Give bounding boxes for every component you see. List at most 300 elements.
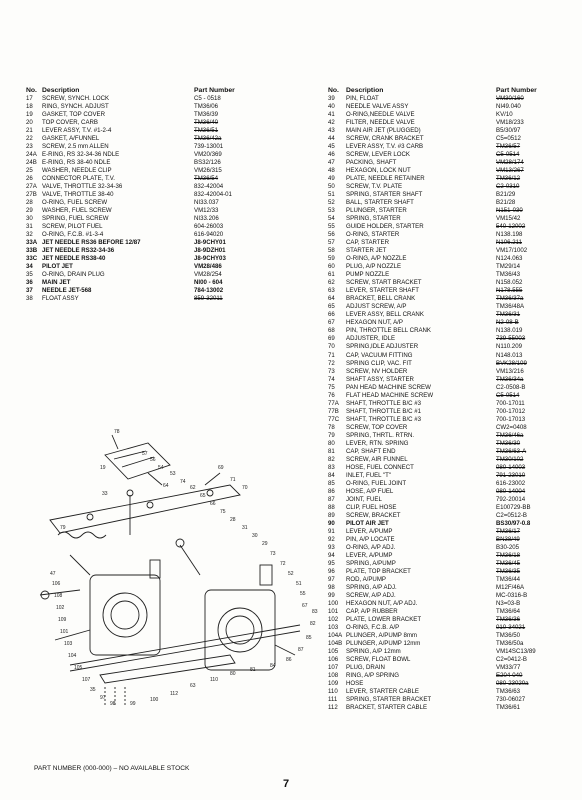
table-row <box>26 231 298 239</box>
item-description: HOSE, FUEL CONNECT <box>346 463 414 471</box>
item-number: 83 <box>328 463 335 471</box>
item-number: 69 <box>328 335 335 343</box>
item-description: PLUNGER, A/PUMP 12mm <box>346 640 421 648</box>
diagram-callout-label: 67 <box>302 603 308 609</box>
item-part-number: TM36/61 <box>496 704 521 712</box>
diagram-callout-label: 64 <box>163 483 169 489</box>
item-description: SCREW, FLOAT BOWL <box>346 656 411 664</box>
item-number: 79 <box>328 431 335 439</box>
diagram-callout-label: 110 <box>210 677 218 683</box>
table-row <box>328 360 570 368</box>
table-row <box>26 167 298 175</box>
item-part-number: TM36/50a <box>496 640 524 648</box>
item-number: 68 <box>328 327 335 335</box>
table-row <box>328 440 570 448</box>
table-row <box>328 215 570 223</box>
item-number: 28 <box>26 199 33 207</box>
item-description: SPRING, A/P 12mm <box>346 648 401 656</box>
table-row <box>328 616 570 624</box>
table-row <box>328 255 570 263</box>
item-part-number: 832-42004-01 <box>194 191 232 199</box>
table-row <box>328 592 570 600</box>
item-number: 33B <box>26 247 38 255</box>
item-number: 104B <box>328 640 343 648</box>
item-description: WASHER, NEEDLE CLIP <box>42 167 112 175</box>
item-part-number: VM12/33 <box>194 207 219 215</box>
diagram-callout-label: 33 <box>102 491 108 497</box>
item-description: HEXAGON NUT, A/P <box>346 319 403 327</box>
table-row <box>26 175 298 183</box>
item-part-number: 604-26003 <box>194 223 224 231</box>
item-part-number: VM30/160 <box>496 95 524 102</box>
item-description: PLATE, NEEDLE RETAINER <box>346 175 425 183</box>
item-part-number: TM36/51 <box>194 127 219 135</box>
item-number: 66 <box>328 311 335 319</box>
table-row <box>328 424 570 432</box>
item-description: INLET, FUEL "T" <box>346 471 392 479</box>
table-row <box>328 704 570 712</box>
item-part-number: C5=0512 <box>496 135 521 143</box>
table-row <box>328 287 570 295</box>
table-row <box>26 287 298 295</box>
item-description: O-RING, A/P ADJ. <box>346 543 396 551</box>
diagram-callout-label: 72 <box>280 561 286 567</box>
item-part-number: VM14SC13/89 <box>496 648 536 656</box>
table-row <box>328 648 570 656</box>
item-number: 50 <box>328 183 335 191</box>
item-number: 29 <box>26 207 33 215</box>
item-description: RING, SYNCH. ADJUST <box>42 103 109 111</box>
item-part-number: TM36/37a <box>496 295 524 303</box>
item-description: SPRING, A/PUMP <box>346 559 396 567</box>
table-row <box>26 271 298 279</box>
item-number: 112 <box>328 704 338 712</box>
table-row <box>328 480 570 488</box>
table-row <box>26 111 298 119</box>
table-row <box>328 175 570 183</box>
item-number: 51 <box>328 191 335 199</box>
item-part-number: B5/30/97 <box>496 127 521 135</box>
item-number: 44 <box>328 135 335 143</box>
table-row <box>328 263 570 271</box>
diagram-callout-label: 84 <box>270 663 276 669</box>
diagram-callout-label: 73 <box>270 551 276 557</box>
item-number: 77B <box>328 407 339 415</box>
table-row <box>328 560 570 568</box>
item-part-number: NI33.206 <box>194 215 219 223</box>
item-description: SCREW, NV HOLDER <box>346 367 408 375</box>
item-part-number: TM36/36 <box>496 616 521 624</box>
item-description: SHAFT, THROTTLE B/C #3 <box>346 415 422 423</box>
item-description: SCREW, TOP COVER <box>346 423 408 431</box>
item-description: CAP, A/P RUBBER <box>346 608 398 615</box>
item-part-number: 080-14004 <box>496 487 526 495</box>
item-number: 88 <box>328 503 335 511</box>
table-row <box>328 103 570 111</box>
table-row <box>328 432 570 440</box>
item-number: 34 <box>26 263 33 271</box>
item-number: 19 <box>26 111 33 119</box>
item-part-number: TM36/35 <box>496 567 521 575</box>
diagram-callout-label: 104 <box>68 653 77 659</box>
diagram-callout-label: 78 <box>114 429 120 435</box>
item-part-number: N2-08-B <box>496 319 519 327</box>
item-part-number: VM26/315 <box>194 167 222 175</box>
diagram-callout-label: 54 <box>158 465 164 471</box>
diagram-callout-label: 108 <box>54 593 63 599</box>
item-number: 43 <box>328 127 335 135</box>
item-part-number: TM36/12 <box>496 175 521 183</box>
diagram-callout-label: 52 <box>288 571 294 577</box>
item-description: PAN HEAD MACHINE SCREW <box>346 383 431 391</box>
item-description: PLATE, LOWER BRACKET <box>346 616 422 624</box>
item-part-number: 859-32011 <box>194 295 223 303</box>
item-description: PIN, THROTTLE BELL CRANK <box>346 327 431 335</box>
item-number: 111 <box>328 696 338 704</box>
item-part-number: 080-14003 <box>496 463 526 471</box>
item-number: 27A <box>26 183 37 191</box>
table-row <box>26 207 298 215</box>
table-row <box>328 584 570 592</box>
item-number: 53 <box>328 207 335 215</box>
right-table-rows <box>328 95 570 712</box>
diagram-callout-label: 69 <box>218 465 224 471</box>
item-number: 46 <box>328 151 335 159</box>
item-description: CONNECTOR PLATE, T.V. <box>42 175 115 183</box>
item-description: SPRING CLIP, VAC. FIT <box>346 359 412 367</box>
table-row <box>26 159 298 167</box>
item-description: SPRING, THRTL. RTRN. <box>346 431 415 439</box>
item-description: O-RING, F.C.B. #1-3-4 <box>42 231 104 239</box>
item-description: SCREW, A/P ADJ. <box>346 591 396 599</box>
table-row <box>328 271 570 279</box>
item-part-number: C5 - 0518 <box>194 95 221 102</box>
item-number: 22 <box>26 135 33 143</box>
table-row <box>26 263 298 271</box>
item-number: 91 <box>328 527 335 535</box>
item-number: 72 <box>328 359 335 367</box>
item-number: 59 <box>328 255 335 263</box>
item-description: PIN, A/P LOCATE <box>346 535 395 543</box>
diagram-callout-label: 65 <box>200 493 206 499</box>
item-description: BRACKET, STARTER CABLE <box>346 704 428 712</box>
table-row <box>328 143 570 151</box>
item-description: RING, A/P SPRING <box>346 672 400 680</box>
item-description: PLUNGER, A/PUMP 8mm <box>346 632 417 640</box>
item-part-number: N3=03-B <box>496 599 521 607</box>
table-row <box>328 159 570 167</box>
item-part-number: N138.198 <box>496 231 523 239</box>
diagram-callout-label: 109 <box>58 617 67 623</box>
stock-footnote: PART NUMBER (000-000) – NO AVAILABLE STOCK <box>34 765 190 772</box>
item-description: HEXAGON, LOCK NUT <box>346 167 411 175</box>
table-row <box>328 303 570 311</box>
item-description: SPRING, FUEL SCREW <box>42 215 109 223</box>
item-part-number: C2=0512-B <box>496 511 527 519</box>
table-row <box>328 400 570 408</box>
table-row <box>328 343 570 351</box>
item-description: SHAFT ASSY, STARTER <box>346 375 414 383</box>
item-description: FILTER, NEEDLE VALVE <box>346 119 415 127</box>
table-row <box>328 408 570 416</box>
item-part-number: TM36/50 <box>496 632 521 640</box>
table-row <box>26 239 298 247</box>
table-row <box>328 496 570 504</box>
left-parts-table <box>26 86 298 303</box>
diagram-callout-label: 19 <box>100 465 106 471</box>
table-row <box>26 215 298 223</box>
item-part-number: VM15/42 <box>496 215 521 223</box>
item-part-number: E100729-BB <box>496 503 531 511</box>
table-row <box>328 319 570 327</box>
item-description: O-RING,NEEDLE VALVE <box>346 111 415 119</box>
item-part-number: VM17/1002 <box>496 247 528 255</box>
item-part-number: VM28/254 <box>194 271 222 279</box>
item-number: 78 <box>328 423 335 431</box>
item-number: 106 <box>328 656 339 664</box>
item-part-number: 739-13001 <box>194 143 224 151</box>
item-part-number: TM36/43 <box>496 271 521 279</box>
diagram-callout-label: 79 <box>60 525 66 531</box>
item-number: 33C <box>26 255 38 263</box>
item-part-number: 700-17012 <box>496 407 526 415</box>
diagram-callout-label: 99 <box>130 701 136 707</box>
item-number: 107 <box>328 664 339 672</box>
item-number: 21 <box>26 127 33 135</box>
item-number: 81 <box>328 447 335 455</box>
item-number: 87 <box>328 495 335 503</box>
item-description: TOP COVER, CARB <box>42 119 98 127</box>
diagram-callout-label: 103 <box>64 641 73 647</box>
item-part-number: BN38/49 <box>496 535 520 543</box>
item-part-number: BS30/97-0.8 <box>496 519 531 527</box>
item-number: 25 <box>26 167 33 175</box>
item-part-number: TM36/06 <box>194 103 219 111</box>
item-part-number: C5-0514 <box>496 391 520 399</box>
item-description: ADJUST SCREW, A/P <box>346 303 407 311</box>
diagram-callout-label: 105 <box>74 665 83 671</box>
diagram-callout-label: 100 <box>150 697 159 703</box>
table-row <box>328 247 570 255</box>
item-part-number: N158.052 <box>496 279 523 287</box>
item-part-number: E204-040 <box>496 672 523 680</box>
table-row <box>26 143 298 151</box>
item-part-number: J8-9CHY03 <box>194 255 226 263</box>
item-part-number: VM13/216 <box>496 367 524 375</box>
item-number: 31 <box>26 223 33 231</box>
item-part-number: C2=0412-B <box>496 656 527 664</box>
item-description: CAP, SHAFT END <box>346 447 396 455</box>
item-part-number: C2-0508-B <box>496 383 526 391</box>
item-part-number: 739-55003 <box>496 335 526 343</box>
table-row <box>26 295 298 303</box>
item-description: PLUG, A/P NOZZLE <box>346 263 402 271</box>
table-row <box>328 464 570 472</box>
item-part-number: 784-13002 <box>194 287 224 295</box>
table-row <box>328 127 570 135</box>
item-description: PILOT AIR JET <box>346 519 389 527</box>
item-part-number: 700-17013 <box>496 415 526 423</box>
diagram-callout-label: 112 <box>170 691 178 697</box>
table-row <box>328 167 570 175</box>
item-number: 110 <box>328 688 338 696</box>
diagram-callout-label: 71 <box>230 477 236 483</box>
item-description: VALVE, THROTTLE 32-34-36 <box>42 183 123 191</box>
item-part-number: NI33.037 <box>194 199 219 207</box>
item-part-number: TM36/44 <box>496 575 521 583</box>
item-part-number: N124.063 <box>496 255 523 263</box>
item-number: 77A <box>328 399 339 407</box>
item-description: SPRING,IDLE ADJUSTER <box>346 343 419 351</box>
item-number: 23 <box>26 143 33 151</box>
item-number: 32 <box>26 231 33 239</box>
item-number: 41 <box>328 111 335 119</box>
item-description: E-RING, RS 38-40 NDLE <box>42 159 111 167</box>
item-number: 17 <box>26 95 33 102</box>
item-number: 94 <box>328 551 335 559</box>
table-row <box>328 368 570 376</box>
item-part-number: TM36/63-A <box>496 447 527 455</box>
item-description: PIN, FLOAT <box>346 95 379 102</box>
table-row <box>328 672 570 680</box>
item-description: SCREW, SYNCH. LOCK <box>42 95 110 102</box>
table-row <box>26 255 298 263</box>
item-part-number: 540-12002 <box>496 223 526 231</box>
item-description: JET NEEDLE RS32-34-36 <box>42 247 115 255</box>
diagram-callout-label: 98 <box>110 701 116 707</box>
item-number: 49 <box>328 175 335 183</box>
table-row <box>328 199 570 207</box>
item-part-number: TM36/63 <box>496 688 521 696</box>
item-number: 24A <box>26 151 37 159</box>
table-row <box>328 239 570 247</box>
diagram-callout-label: 31 <box>242 525 248 531</box>
item-description: SCREW, LEVER LOCK <box>346 151 411 159</box>
item-description: SCREW, PILOT FUEL <box>42 223 103 231</box>
item-number: 37 <box>26 287 33 295</box>
table-row <box>328 656 570 664</box>
table-row <box>328 448 570 456</box>
item-description: ADJUSTER, IDLE <box>346 335 396 343</box>
table-row <box>328 504 570 512</box>
item-part-number: 010-34021 <box>496 624 526 632</box>
item-part-number: TM36/30 <box>496 439 521 447</box>
item-number: 70 <box>328 343 335 351</box>
diagram-callout-label: 87 <box>298 647 304 653</box>
item-number: 45 <box>328 143 335 151</box>
item-description: SHAFT, THROTTLE B/C #1 <box>346 407 422 415</box>
header-description: Description <box>346 87 384 94</box>
item-number: 38 <box>26 295 33 303</box>
table-row <box>328 207 570 215</box>
item-description: SCREW, CRANK BRACKET <box>346 135 424 143</box>
item-number: 18 <box>26 103 33 111</box>
item-number: 109 <box>328 680 339 688</box>
item-number: 61 <box>328 271 335 279</box>
item-description: SCREW, 2.5 mm ALLEN <box>42 143 109 151</box>
item-part-number: TM36/18 <box>496 551 521 559</box>
table-row <box>328 456 570 464</box>
table-row <box>26 247 298 255</box>
item-number: 102 <box>328 616 339 624</box>
header-no: No. <box>328 87 339 94</box>
table-row <box>328 544 570 552</box>
item-part-number: VM20/369 <box>194 151 222 159</box>
header-no: No. <box>26 87 37 94</box>
diagram-callout-label: 29 <box>262 541 268 547</box>
item-number: 89 <box>328 511 335 519</box>
table-row <box>328 416 570 424</box>
item-part-number: NI49.040 <box>496 103 521 111</box>
table-row <box>328 279 570 287</box>
item-part-number: TM36/17 <box>496 527 521 535</box>
item-description: PLUG, DRAIN <box>346 664 385 672</box>
item-part-number: VM28/174 <box>496 159 524 167</box>
item-description: HEXAGON NUT, A/P ADJ. <box>346 599 418 607</box>
item-description: LEVER, A/PUMP <box>346 527 393 535</box>
item-number: 33A <box>26 239 38 247</box>
item-number: 64 <box>328 295 335 303</box>
item-part-number: TM30/102 <box>496 455 524 463</box>
item-description: SCREW, AIR FUNNEL <box>346 455 408 463</box>
item-part-number: M12F/46A <box>496 583 525 591</box>
item-description: O-RING, A/P NOZZLE <box>346 255 407 263</box>
item-part-number: KV/10 <box>496 111 513 119</box>
item-part-number: 700-17011 <box>496 399 525 407</box>
table-row <box>328 472 570 480</box>
item-number: 20 <box>26 119 33 127</box>
table-row <box>328 135 570 143</box>
table-row <box>328 384 570 392</box>
header-part-number: Part Number <box>496 87 537 94</box>
item-part-number: N110.209 <box>496 343 522 351</box>
table-row <box>328 311 570 319</box>
diagram-callout-label: 56 <box>150 457 156 463</box>
item-number: 42 <box>328 119 335 127</box>
item-number: 80 <box>328 439 335 447</box>
item-description: SPRING, STARTER <box>346 215 401 223</box>
item-part-number: TM29/14 <box>496 263 521 271</box>
table-row <box>26 191 298 199</box>
item-part-number: VM13/267 <box>496 167 524 175</box>
item-number: 97 <box>328 575 335 583</box>
item-part-number: TM36/48A <box>496 303 525 311</box>
item-number: 77C <box>328 415 340 423</box>
diagram-callout-label: 107 <box>82 677 91 683</box>
item-number: 67 <box>328 319 335 327</box>
item-part-number: VM18/233 <box>496 119 524 127</box>
item-description: LEVER ASSY, T.V. #1-2-4 <box>42 127 112 135</box>
table-row <box>328 191 570 199</box>
item-part-number: TM36/54 <box>194 175 219 183</box>
item-part-number: 616-94020 <box>194 231 224 239</box>
table-row <box>328 688 570 696</box>
item-number: 108 <box>328 672 339 680</box>
item-number: 52 <box>328 199 335 207</box>
item-number: 100 <box>328 599 339 607</box>
item-number: 74 <box>328 375 335 383</box>
table-row <box>26 95 298 103</box>
item-number: 36 <box>26 279 33 287</box>
table-row <box>26 151 298 159</box>
item-description: HOSE, A/P FUEL <box>346 487 394 495</box>
item-description: JOINT, FUEL <box>346 495 382 503</box>
item-part-number: TM36/64 <box>496 608 521 615</box>
table-row <box>328 520 570 528</box>
diagram-callout-label: 74 <box>180 479 186 485</box>
item-description: VALVE, THROTTLE 38-40 <box>42 191 114 199</box>
table-row <box>328 223 570 231</box>
